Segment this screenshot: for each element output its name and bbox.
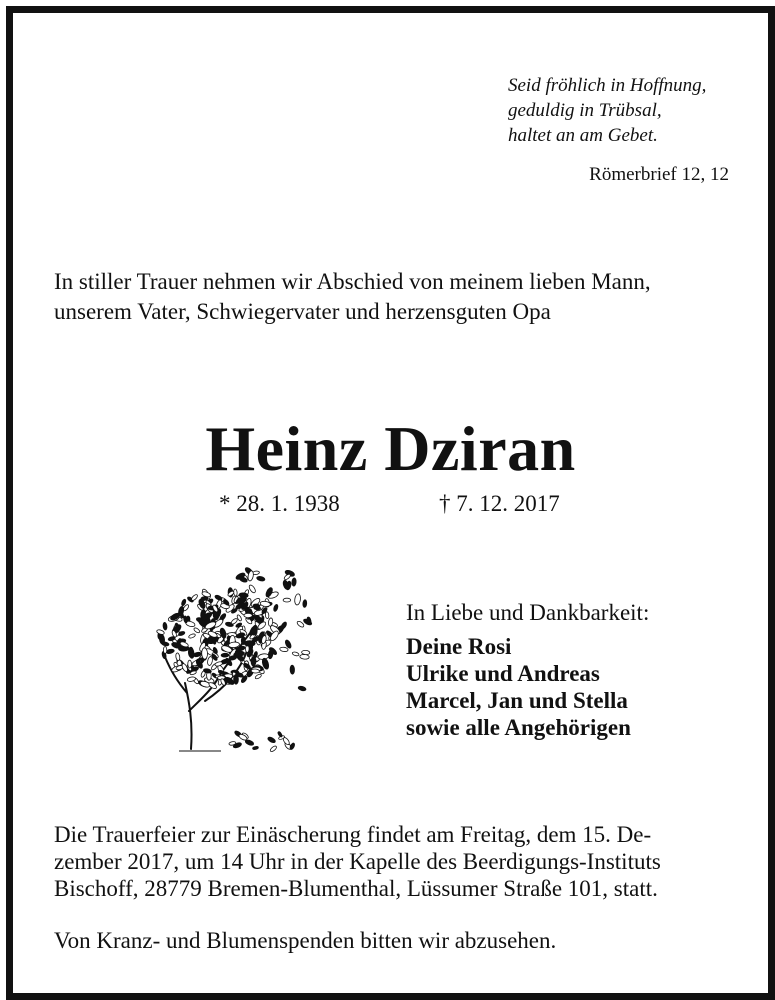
bible-quote-line: haltet an am Gebet. bbox=[508, 125, 658, 146]
mourner-name: Ulrike und Andreas bbox=[406, 661, 600, 686]
ceremony-line: Bischoff, 28779 Bremen-Blumenthal, Lüssumer Straße 101, statt. bbox=[54, 876, 658, 901]
death-date: † 7. 12. 2017 bbox=[439, 491, 560, 516]
bible-quote bbox=[508, 73, 758, 148]
windblown-tree-icon bbox=[143, 561, 313, 761]
bible-quote-line: geduldig in Trübsal, bbox=[508, 100, 662, 121]
obituary-frame bbox=[6, 6, 775, 1000]
intro-text bbox=[54, 267, 754, 327]
mourner-name: Marcel, Jan und Stella bbox=[406, 688, 628, 713]
flowers-note: Von Kranz- und Blumenspenden bitten wir abzusehen. bbox=[54, 928, 557, 953]
ceremony-line: zember 2017, um 14 Uhr in der Kapelle des Beerdigungs-Instituts bbox=[54, 849, 661, 874]
mourners-heading: In Liebe und Dankbarkeit: bbox=[406, 600, 650, 625]
ceremony-info bbox=[54, 821, 754, 902]
intro-line: In stiller Trauer nehmen wir Abschied von meinem lieben Mann, bbox=[54, 269, 651, 294]
bible-quote-line: Seid fröhlich in Hoffnung, bbox=[508, 75, 707, 96]
mourner-name: Deine Rosi bbox=[406, 634, 512, 659]
mourner-name: sowie alle Angehörigen bbox=[406, 715, 631, 740]
deceased-name: Heinz Dziran bbox=[205, 413, 576, 484]
intro-line: unserem Vater, Schwiegervater und herzensguten Opa bbox=[54, 299, 551, 324]
mourners-list bbox=[406, 633, 631, 741]
ceremony-line: Die Trauerfeier zur Einäscherung findet am Freitag, dem 15. De- bbox=[54, 822, 652, 847]
bible-quote-source: Römerbrief 12, 12 bbox=[589, 164, 729, 185]
birth-date: * 28. 1. 1938 bbox=[219, 491, 340, 516]
